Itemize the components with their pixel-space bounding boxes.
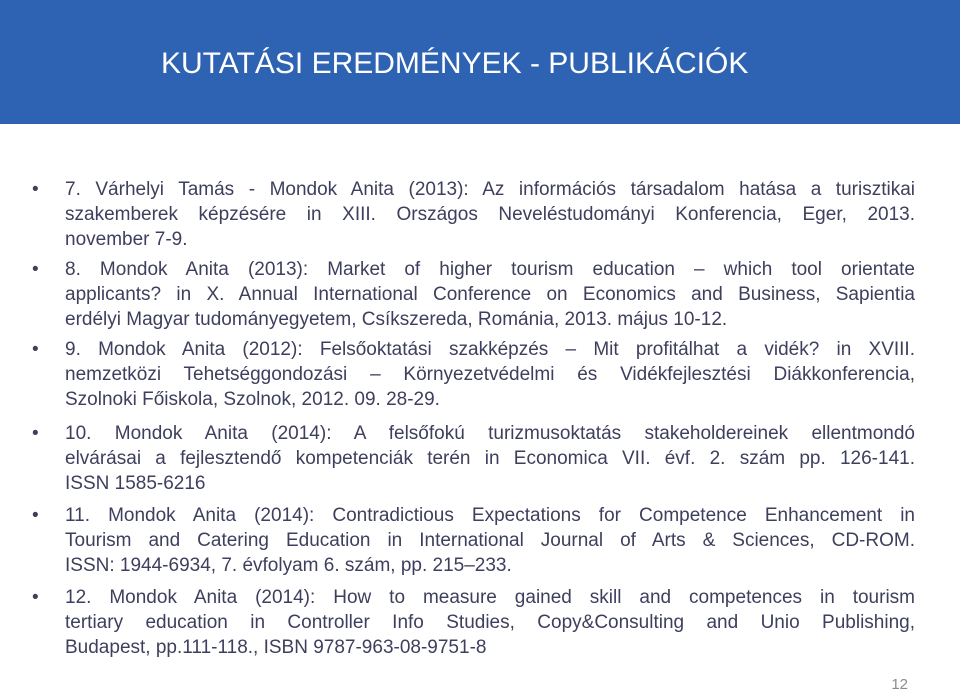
publication-line: 8. Mondok Anita (2013): Market of higher tourism education – which tool orientate <box>65 259 915 280</box>
bullet-icon: • <box>32 587 39 608</box>
bullet-icon: • <box>32 339 39 360</box>
publication-line: ISSN: 1944-6934, 7. évfolyam 6. szám, pp. 215–233. <box>65 555 512 576</box>
publication-item-9 <box>32 337 915 412</box>
publication-item-11 <box>32 503 915 578</box>
publication-line: nemzetközi Tehetséggondozási – Környezetvédelmi és Vidékfejlesztési Diákkonferencia, <box>65 364 915 385</box>
publication-item-8 <box>32 257 915 332</box>
publication-line: erdélyi Magyar tudományegyetem, Csíkszereda, Románia, 2013. május 10-12. <box>65 309 728 330</box>
publication-line: ISSN 1585-6216 <box>65 473 206 494</box>
publication-line: Tourism and Catering Education in International Journal of Arts & Sciences, CD-ROM. <box>65 530 915 551</box>
publication-line: szakemberek képzésére in XIII. Országos Neveléstudományi Konferencia, Eger, 2013. <box>65 204 915 225</box>
slide-title: KUTATÁSI EREDMÉNYEK - PUBLIKÁCIÓK <box>161 47 749 80</box>
publication-line: 7. Várhelyi Tamás - Mondok Anita (2013): Az információs társadalom hatása a turisztikai <box>65 179 915 200</box>
publication-line: 12. Mondok Anita (2014): How to measure gained skill and competences in tourism <box>65 587 915 608</box>
publication-line: november 7-9. <box>65 229 188 250</box>
publication-line: elvárásai a fejlesztendő kompetenciák terén in Economica VII. évf. 2. szám pp. 126-141. <box>65 448 915 469</box>
publication-line: 9. Mondok Anita (2012): Felsőoktatási szakképzés – Mit profitálhat a vidék? in XVIII. <box>65 339 915 360</box>
page-number: 12 <box>891 676 908 693</box>
publication-line: Szolnoki Főiskola, Szolnok, 2012. 09. 28-29. <box>65 389 440 410</box>
publication-item-10 <box>32 421 915 496</box>
publication-line: tertiary education in Controller Info Studies, Copy&Consulting and Unio Publishing, <box>65 612 915 633</box>
publication-line: Budapest, pp.111-118., ISBN 9787-963-08-9751-8 <box>65 637 487 658</box>
publication-line: applicants? in X. Annual International Conference on Economics and Business, Sapientia <box>65 284 915 305</box>
bullet-icon: • <box>32 259 39 280</box>
bullet-icon: • <box>32 505 39 526</box>
publication-item-12 <box>32 585 915 660</box>
publication-item-7 <box>32 177 915 252</box>
bullet-icon: • <box>32 423 39 444</box>
publication-line: 11. Mondok Anita (2014): Contradictious Expectations for Competence Enhancement in <box>65 505 915 526</box>
bullet-icon: • <box>32 179 39 200</box>
publication-line: 10. Mondok Anita (2014): A felsőfokú turizmusoktatás stakeholdereinek ellentmondó <box>65 423 915 444</box>
